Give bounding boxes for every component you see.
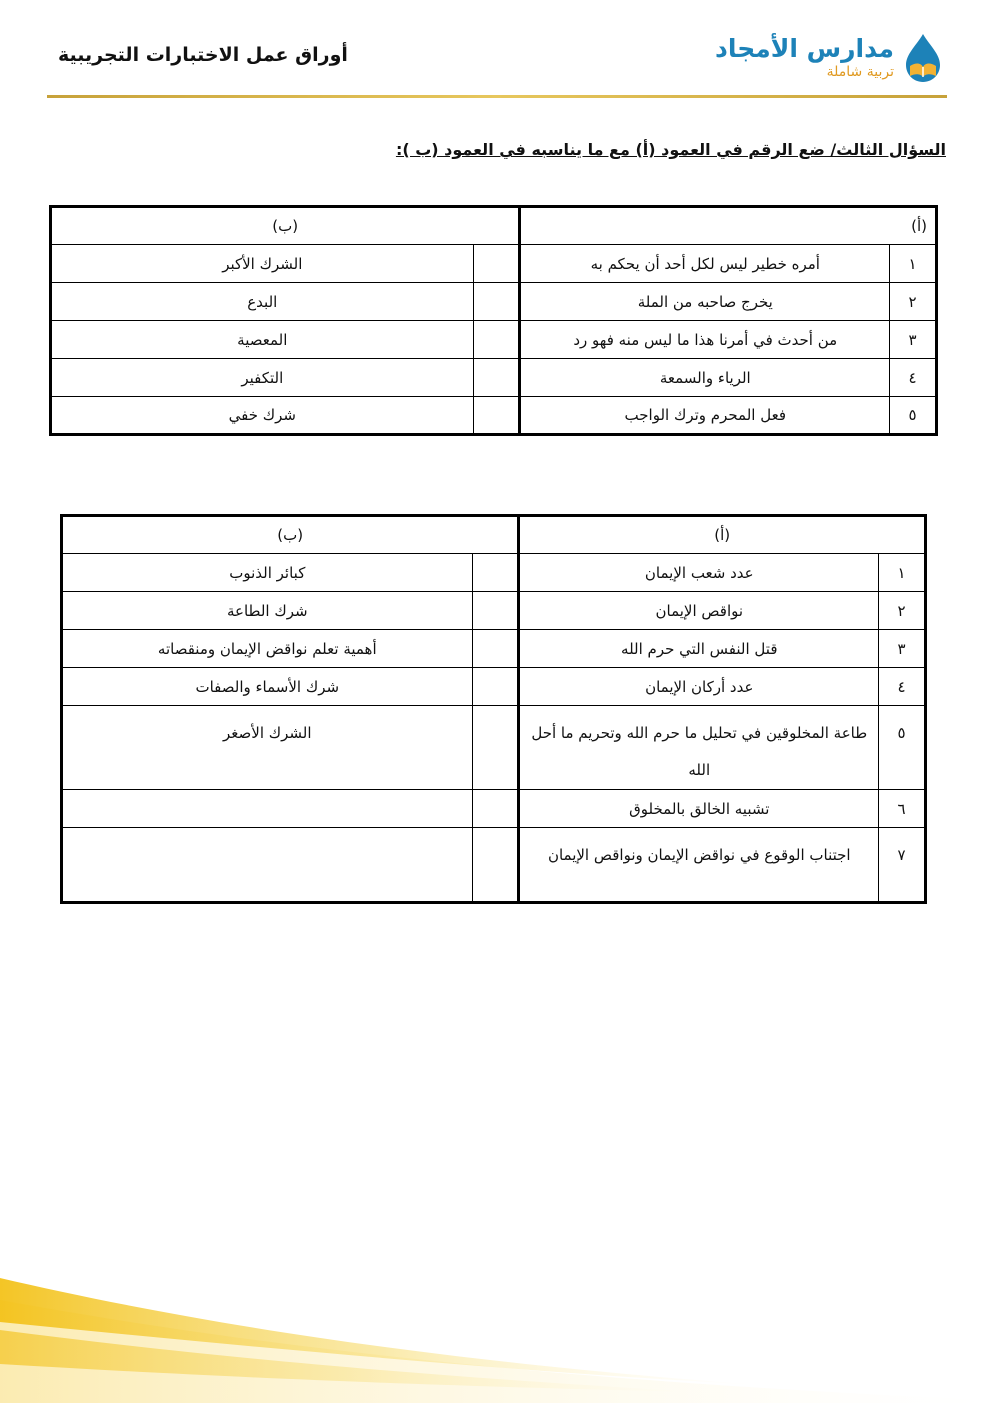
row-number: ٥ [890, 397, 937, 435]
column-b-item: شرك الطاعة [62, 592, 473, 630]
drop-book-icon [900, 32, 946, 84]
row-number: ١ [879, 554, 926, 592]
column-a-item: طاعة المخلوقين في تحليل ما حرم الله وتحريم ما أحل الله [519, 706, 879, 790]
column-b-header: (ب) [62, 516, 519, 554]
column-b-item: الشرك الأكبر [51, 245, 474, 283]
table-row [62, 706, 926, 790]
table-row [62, 554, 926, 592]
row-number: ٢ [890, 283, 937, 321]
page-header-title: أوراق عمل الاختبارات التجريبية [58, 44, 348, 66]
table-row [51, 321, 937, 359]
column-a-item: عدد أركان الإيمان [519, 668, 879, 706]
row-number: ٢ [879, 592, 926, 630]
row-number: ١ [890, 245, 937, 283]
matching-table-1 [49, 205, 938, 436]
row-number: ٣ [890, 321, 937, 359]
answer-box[interactable] [472, 790, 519, 828]
row-number: ٦ [879, 790, 926, 828]
table-row [62, 630, 926, 668]
column-b-item: البدع [51, 283, 474, 321]
question-prompt: السؤال الثالث/ ضع الرقم في العمود (أ) مع ما يناسبه في العمود (ب ): [395, 140, 946, 159]
table-row [62, 790, 926, 828]
answer-box[interactable] [472, 592, 519, 630]
column-a-item: اجتناب الوقوع في نواقض الإيمان ونواقص الإيمان [519, 828, 879, 903]
matching-table-2 [60, 514, 927, 904]
column-a-item: قتل النفس التي حرم الله [519, 630, 879, 668]
column-b-item [62, 790, 473, 828]
column-a-item: يخرج صاحبه من الملة [520, 283, 890, 321]
row-number: ٤ [879, 668, 926, 706]
answer-box[interactable] [472, 554, 519, 592]
answer-box[interactable] [472, 630, 519, 668]
table-header-row [62, 516, 926, 554]
decorative-swoosh [0, 1260, 992, 1403]
column-a-item: تشبيه الخالق بالمخلوق [519, 790, 879, 828]
row-number: ٣ [879, 630, 926, 668]
answer-box[interactable] [473, 283, 520, 321]
column-b-item [62, 828, 473, 903]
column-a-item: أمره خطير ليس لكل أحد أن يحكم به [520, 245, 890, 283]
table-row [51, 359, 937, 397]
logo-name: مدارس الأمجاد [715, 34, 894, 63]
column-b-item: التكفير [51, 359, 474, 397]
column-a-item: عدد شعب الإيمان [519, 554, 879, 592]
table-row [51, 397, 937, 435]
row-number: ٧ [879, 828, 926, 903]
column-a-item: من أحدث في أمرنا هذا ما ليس منه فهو رد [520, 321, 890, 359]
answer-box[interactable] [472, 828, 519, 903]
table-row [62, 592, 926, 630]
column-b-item: شرك خفي [51, 397, 474, 435]
answer-box[interactable] [473, 397, 520, 435]
column-a-header: (أ) [519, 516, 926, 554]
header-divider [47, 95, 947, 98]
column-b-item: كبائر الذنوب [62, 554, 473, 592]
answer-box[interactable] [472, 706, 519, 790]
column-a-item: فعل المحرم وترك الواجب [520, 397, 890, 435]
answer-box[interactable] [473, 321, 520, 359]
table-row [51, 245, 937, 283]
column-b-item: المعصية [51, 321, 474, 359]
column-a-header: (أ) [520, 207, 937, 245]
answer-box[interactable] [473, 245, 520, 283]
column-b-header: (ب) [51, 207, 520, 245]
column-a-item: الرياء والسمعة [520, 359, 890, 397]
answer-box[interactable] [472, 668, 519, 706]
table-row [62, 828, 926, 903]
table-row [62, 668, 926, 706]
column-b-item: شرك الأسماء والصفات [62, 668, 473, 706]
answer-box[interactable] [473, 359, 520, 397]
column-b-item: أهمية تعلم نواقض الإيمان ومنقصاته [62, 630, 473, 668]
row-number: ٤ [890, 359, 937, 397]
logo-slogan: تربية شاملة [826, 64, 894, 80]
table-header-row [51, 207, 937, 245]
table-row [51, 283, 937, 321]
column-b-item: الشرك الأصغر [62, 706, 473, 790]
column-a-item: نواقص الإيمان [519, 592, 879, 630]
school-logo [715, 32, 946, 84]
row-number: ٥ [879, 706, 926, 790]
